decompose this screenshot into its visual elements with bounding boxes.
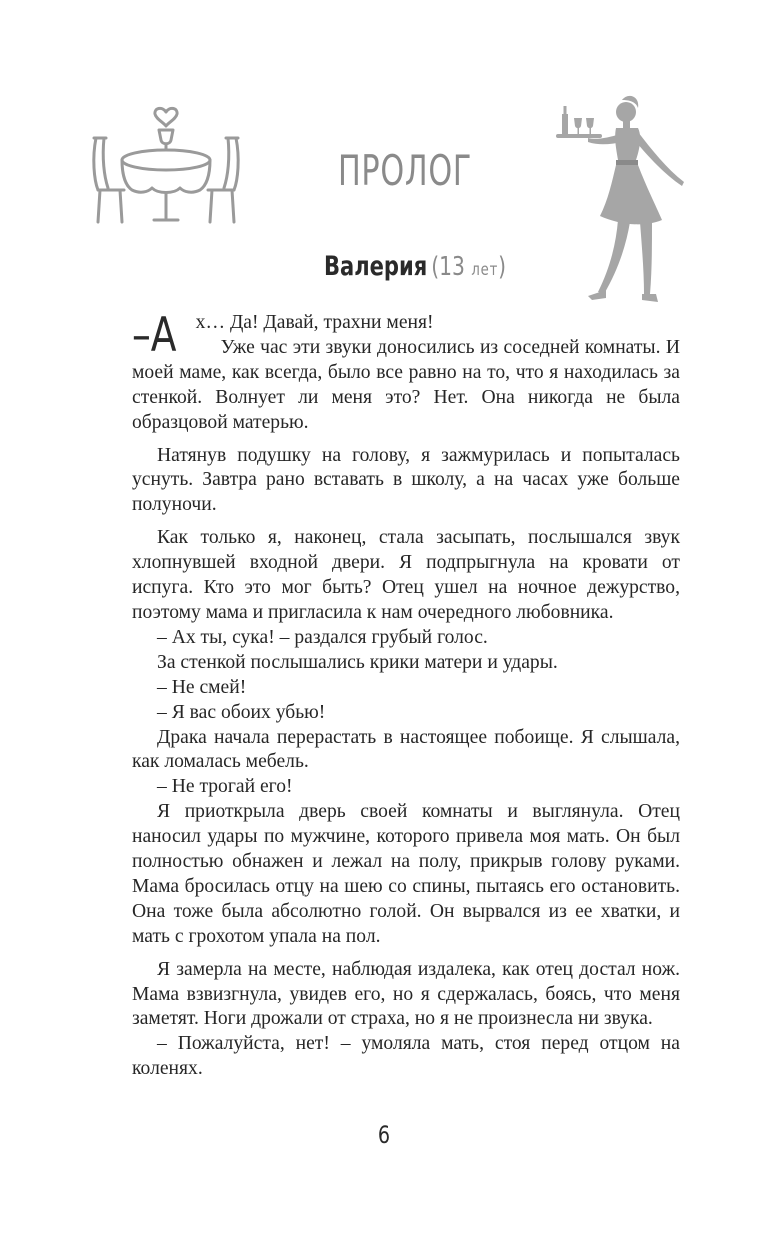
paragraph: Я приоткрыла дверь своей комнаты и выглянула. Отец наносил удары по мужчине, которого привела моя мать. Он был полностью обнажен и лежал на полу, прикрыв голову руками. Мама бросилась отцу на шею со спины, пытаясь его остановить. Она тоже была абсолютно голой. Он вырвался из ее хватки, и мать с грохотом упала на пол. (132, 801, 680, 947)
paragraph: Драка начала перерастать в настоящее побоище. Я слышала, как ломалась мебель. (132, 726, 680, 773)
paragraph: – Не трогай его! (157, 776, 293, 798)
drop-cap: –А (132, 308, 177, 363)
paragraph: Натянув подушку на голову, я зажмурилась и попыталась уснуть. Завтра рано вставать в школу, а на часах уже больше полуночи. (132, 444, 680, 516)
paragraph: Как только я, наконец, стала засыпать, послышался звук хлопнувшей входной двери. Я подпрыгнула на кровати от испуга. Кто это мог быть? Отец ушел на ночное дежурство, поэтому мама и пригласила к нам очередного любовника. (132, 527, 680, 623)
chapter-title: ПРОЛОГ (337, 146, 473, 195)
paragraph: – Я вас обоих убью! (157, 701, 326, 723)
pov-age: (13 лет) (431, 252, 507, 282)
paragraph: За стенкой послышались крики матери и удары. (157, 651, 558, 673)
paragraph: – Пожалуйста, нет! – умоляла мать, стоя перед отцом на коленях. (132, 1033, 680, 1080)
paragraph: х… Да! Давай, трахни меня! (195, 312, 434, 333)
paragraph: – Ах ты, сука! – раздался грубый голос. (157, 626, 488, 648)
body-text (132, 308, 680, 1082)
paragraph: Уже час эти звуки доносились из соседней комнаты. И моей маме, как всегда, было все равно на то, что я находилась за стенкой. Волнует ли меня это? Нет. Она никогда не была образцовой матерью. (132, 336, 680, 433)
paragraph: Я замерла на месте, наблюдая издалека, как отец достал нож. Мама взвизгнула, увидев его, но я сдержалась, боясь, что меня заметят. Ноги дрожали от страха, но я не произнесла ни звука. (132, 958, 680, 1030)
paragraph: – Не смей! (157, 676, 247, 698)
pov-heading (286, 253, 543, 280)
waitress-silhouette-illustration (548, 90, 694, 312)
dining-table-illustration (88, 98, 244, 226)
pov-name: Валерия (323, 251, 428, 282)
page-number: 6 (377, 1121, 391, 1149)
